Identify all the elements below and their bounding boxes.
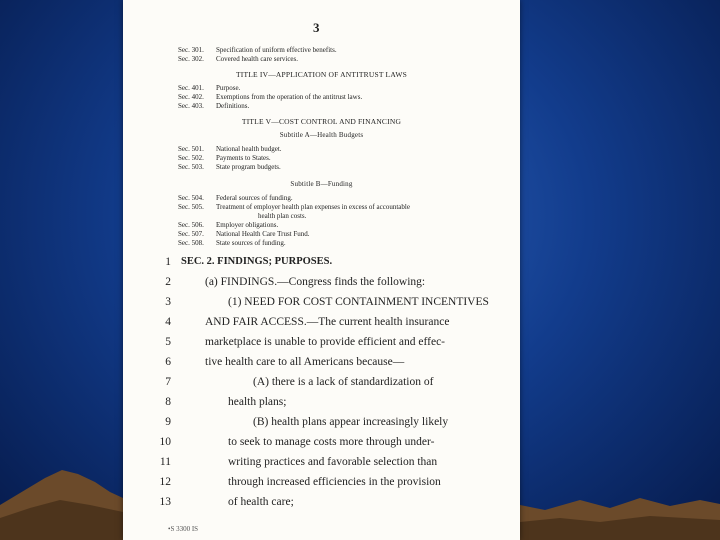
toc-row: Sec. 503. State program budgets. — [178, 163, 281, 171]
body-line: 1 SEC. 2. FINDINGS; PURPOSES. — [165, 256, 333, 268]
toc-row: Sec. 507. National Health Care Trust Fund. — [178, 230, 310, 238]
toc-row: health plan costs. — [258, 212, 307, 220]
title-v-heading: TITLE V—COST CONTROL AND FINANCING — [241, 117, 402, 126]
page-number: 3 — [313, 20, 320, 35]
body-line: 5 marketplace is unable to provide efficient and effec- — [165, 336, 446, 348]
toc-row: Sec. 505. Treatment of employer health plan expenses in excess of accountable — [178, 203, 410, 211]
body-line: 3 (1) NEED FOR COST CONTAINMENT INCENTIVES — [165, 296, 489, 308]
body-line: 4 AND FAIR ACCESS.—The current health insurance — [165, 316, 450, 328]
toc-row: Sec. 301. Specification of uniform effective benefits. — [178, 46, 337, 54]
title-iv-heading: TITLE IV—APPLICATION OF ANTITRUST LAWS — [235, 70, 408, 79]
body-line: 6 tive health care to all Americans because— — [165, 356, 405, 368]
subtitle-a-heading: Subtitle A—Health Budgets — [279, 131, 364, 139]
toc-row: Sec. 506. Employer obligations. — [178, 221, 279, 229]
bill-identifier-footer: •S 3300 IS — [168, 525, 199, 533]
body-line: 9 (B) health plans appear increasingly likely — [165, 416, 449, 428]
toc-row: Sec. 504. Federal sources of funding. — [178, 194, 293, 202]
toc-row: Sec. 508. State sources of funding. — [178, 239, 286, 247]
subtitle-b-heading: Subtitle B—Funding — [290, 180, 353, 188]
toc-row: Sec. 402. Exemptions from the operation of the antitrust laws. — [178, 93, 363, 101]
body-line: 11 writing practices and favorable selection than — [159, 456, 438, 468]
toc-row: Sec. 403. Definitions. — [178, 102, 250, 110]
toc-row: Sec. 501. National health budget. — [178, 145, 282, 153]
toc-row: Sec. 401. Purpose. — [178, 84, 241, 92]
toc-row: Sec. 502. Payments to States. — [178, 154, 271, 162]
body-line: 10 to seek to manage costs more through under- — [159, 436, 435, 448]
document-page — [123, 0, 520, 540]
body-line: 13 of health care; — [159, 496, 294, 508]
body-line: 7 (A) there is a lack of standardization of — [165, 376, 434, 388]
body-line: 12 through increased efficiencies in the provision — [159, 476, 441, 488]
toc-row: Sec. 302. Covered health care services. — [178, 55, 299, 63]
body-line: 8 health plans; — [165, 396, 287, 408]
body-line: 2 (a) FINDINGS.—Congress finds the following: — [165, 276, 426, 288]
